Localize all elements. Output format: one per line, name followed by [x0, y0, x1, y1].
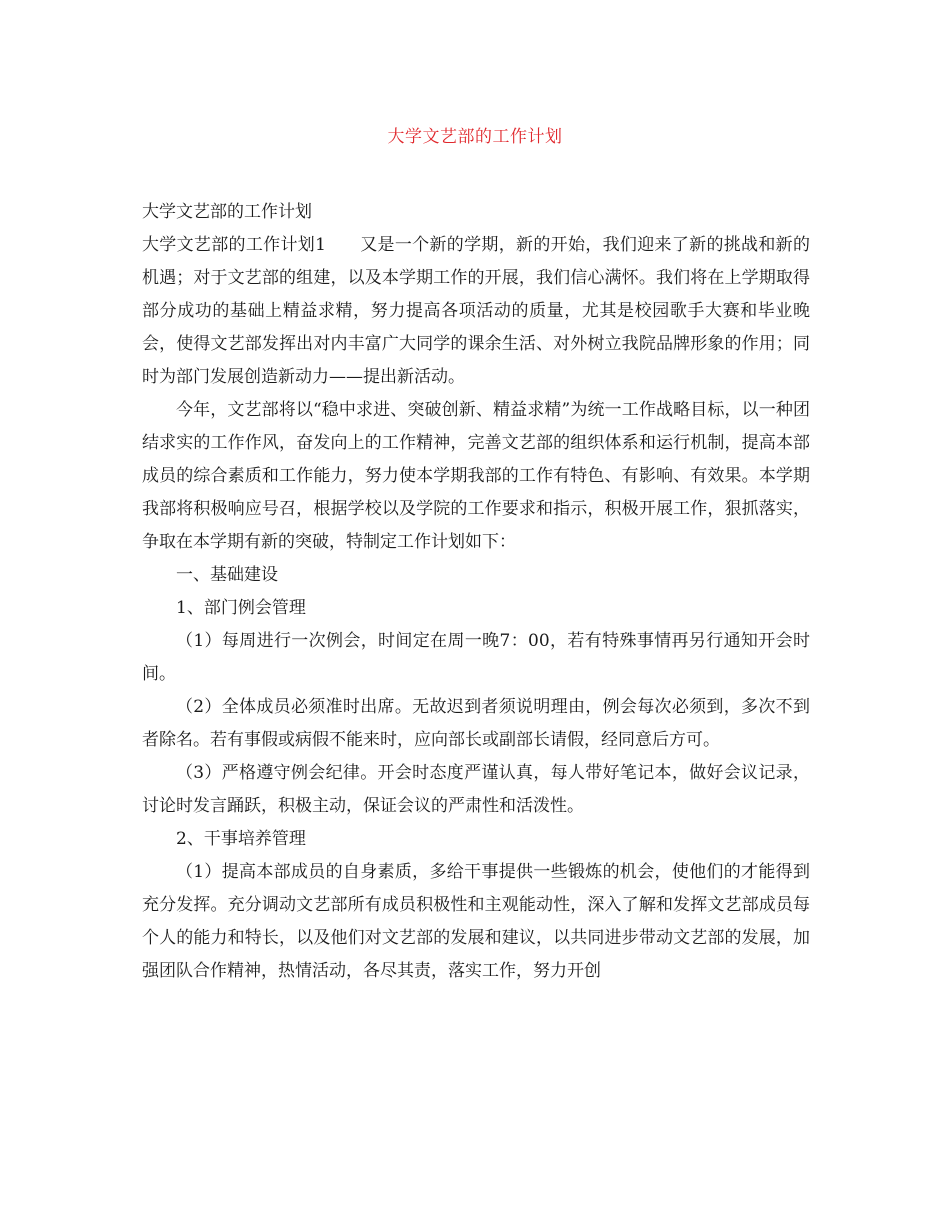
document-title: 大学文艺部的工作计划	[387, 127, 563, 147]
list-item: （1）每周进行一次例会，时间定在周一晚7：00，若有特殊事情再另行通知开会时间。	[142, 631, 810, 684]
list-item: （1）提高本部成员的自身素质，多给干事提供一些锻炼的机会，使他们的才能得到充分发挥。充分调动文艺部所有成员积极性和主观能动性，深入了解和发挥文艺部成员每个人的能力和特长，以及他们对文艺部的发展和建议，以共同进步带动文艺部的发展，加强团队合作精神，热情活动，各尽其责，落实工作，努力开创	[142, 862, 810, 981]
intro-label: 大学文艺部的工作计划1	[142, 235, 326, 255]
subsection-heading-2: 2、干事培养管理	[176, 829, 306, 849]
document-body	[142, 196, 810, 988]
list-item: （3）严格遵守例会纪律。开会时态度严谨认真，每人带好笔记本，做好会议记录，讨论时发言踊跃，积极主动，保证会议的严肃性和活泼性。	[142, 763, 810, 816]
goal-paragraph: 今年，文艺部将以“稳中求进、突破创新、精益求精”为统一工作战略目标，以一种团结求实的工作作风，奋发向上的工作精神，完善文艺部的组织体系和运行机制，提高本部成员的综合素质和工作能力，努力使本学期我部的工作有特色、有影响、有效果。本学期我部将积极响应号召，根据学校以及学院的工作要求和指示，积极开展工作，狠抓落实，争取在本学期有新的突破，特制定工作计划如下：	[142, 400, 810, 552]
document-subtitle: 大学文艺部的工作计划	[142, 202, 312, 222]
intro-paragraph	[142, 229, 810, 394]
section-heading-1: 一、基础建设	[176, 565, 278, 585]
intro-text: 又是一个新的学期，新的开始，我们迎来了新的挑战和新的机遇；对于文艺部的组建，以及本学期工作的开展，我们信心满怀。我们将在上学期取得部分成功的基础上精益求精，努力提高各项活动的质量，尤其是校园歌手大赛和毕业晚会，使得文艺部发挥出对内丰富广大同学的课余生活、对外树立我院品牌形象的作用；同时为部门发展创造新动力——提出新活动。	[142, 235, 810, 387]
subsection-heading-1: 1、部门例会管理	[176, 598, 306, 618]
list-item: （2）全体成员必须准时出席。无故迟到者须说明理由，例会每次必须到，多次不到者除名。若有事假或病假不能来时，应向部长或副部长请假，经同意后方可。	[142, 697, 810, 750]
